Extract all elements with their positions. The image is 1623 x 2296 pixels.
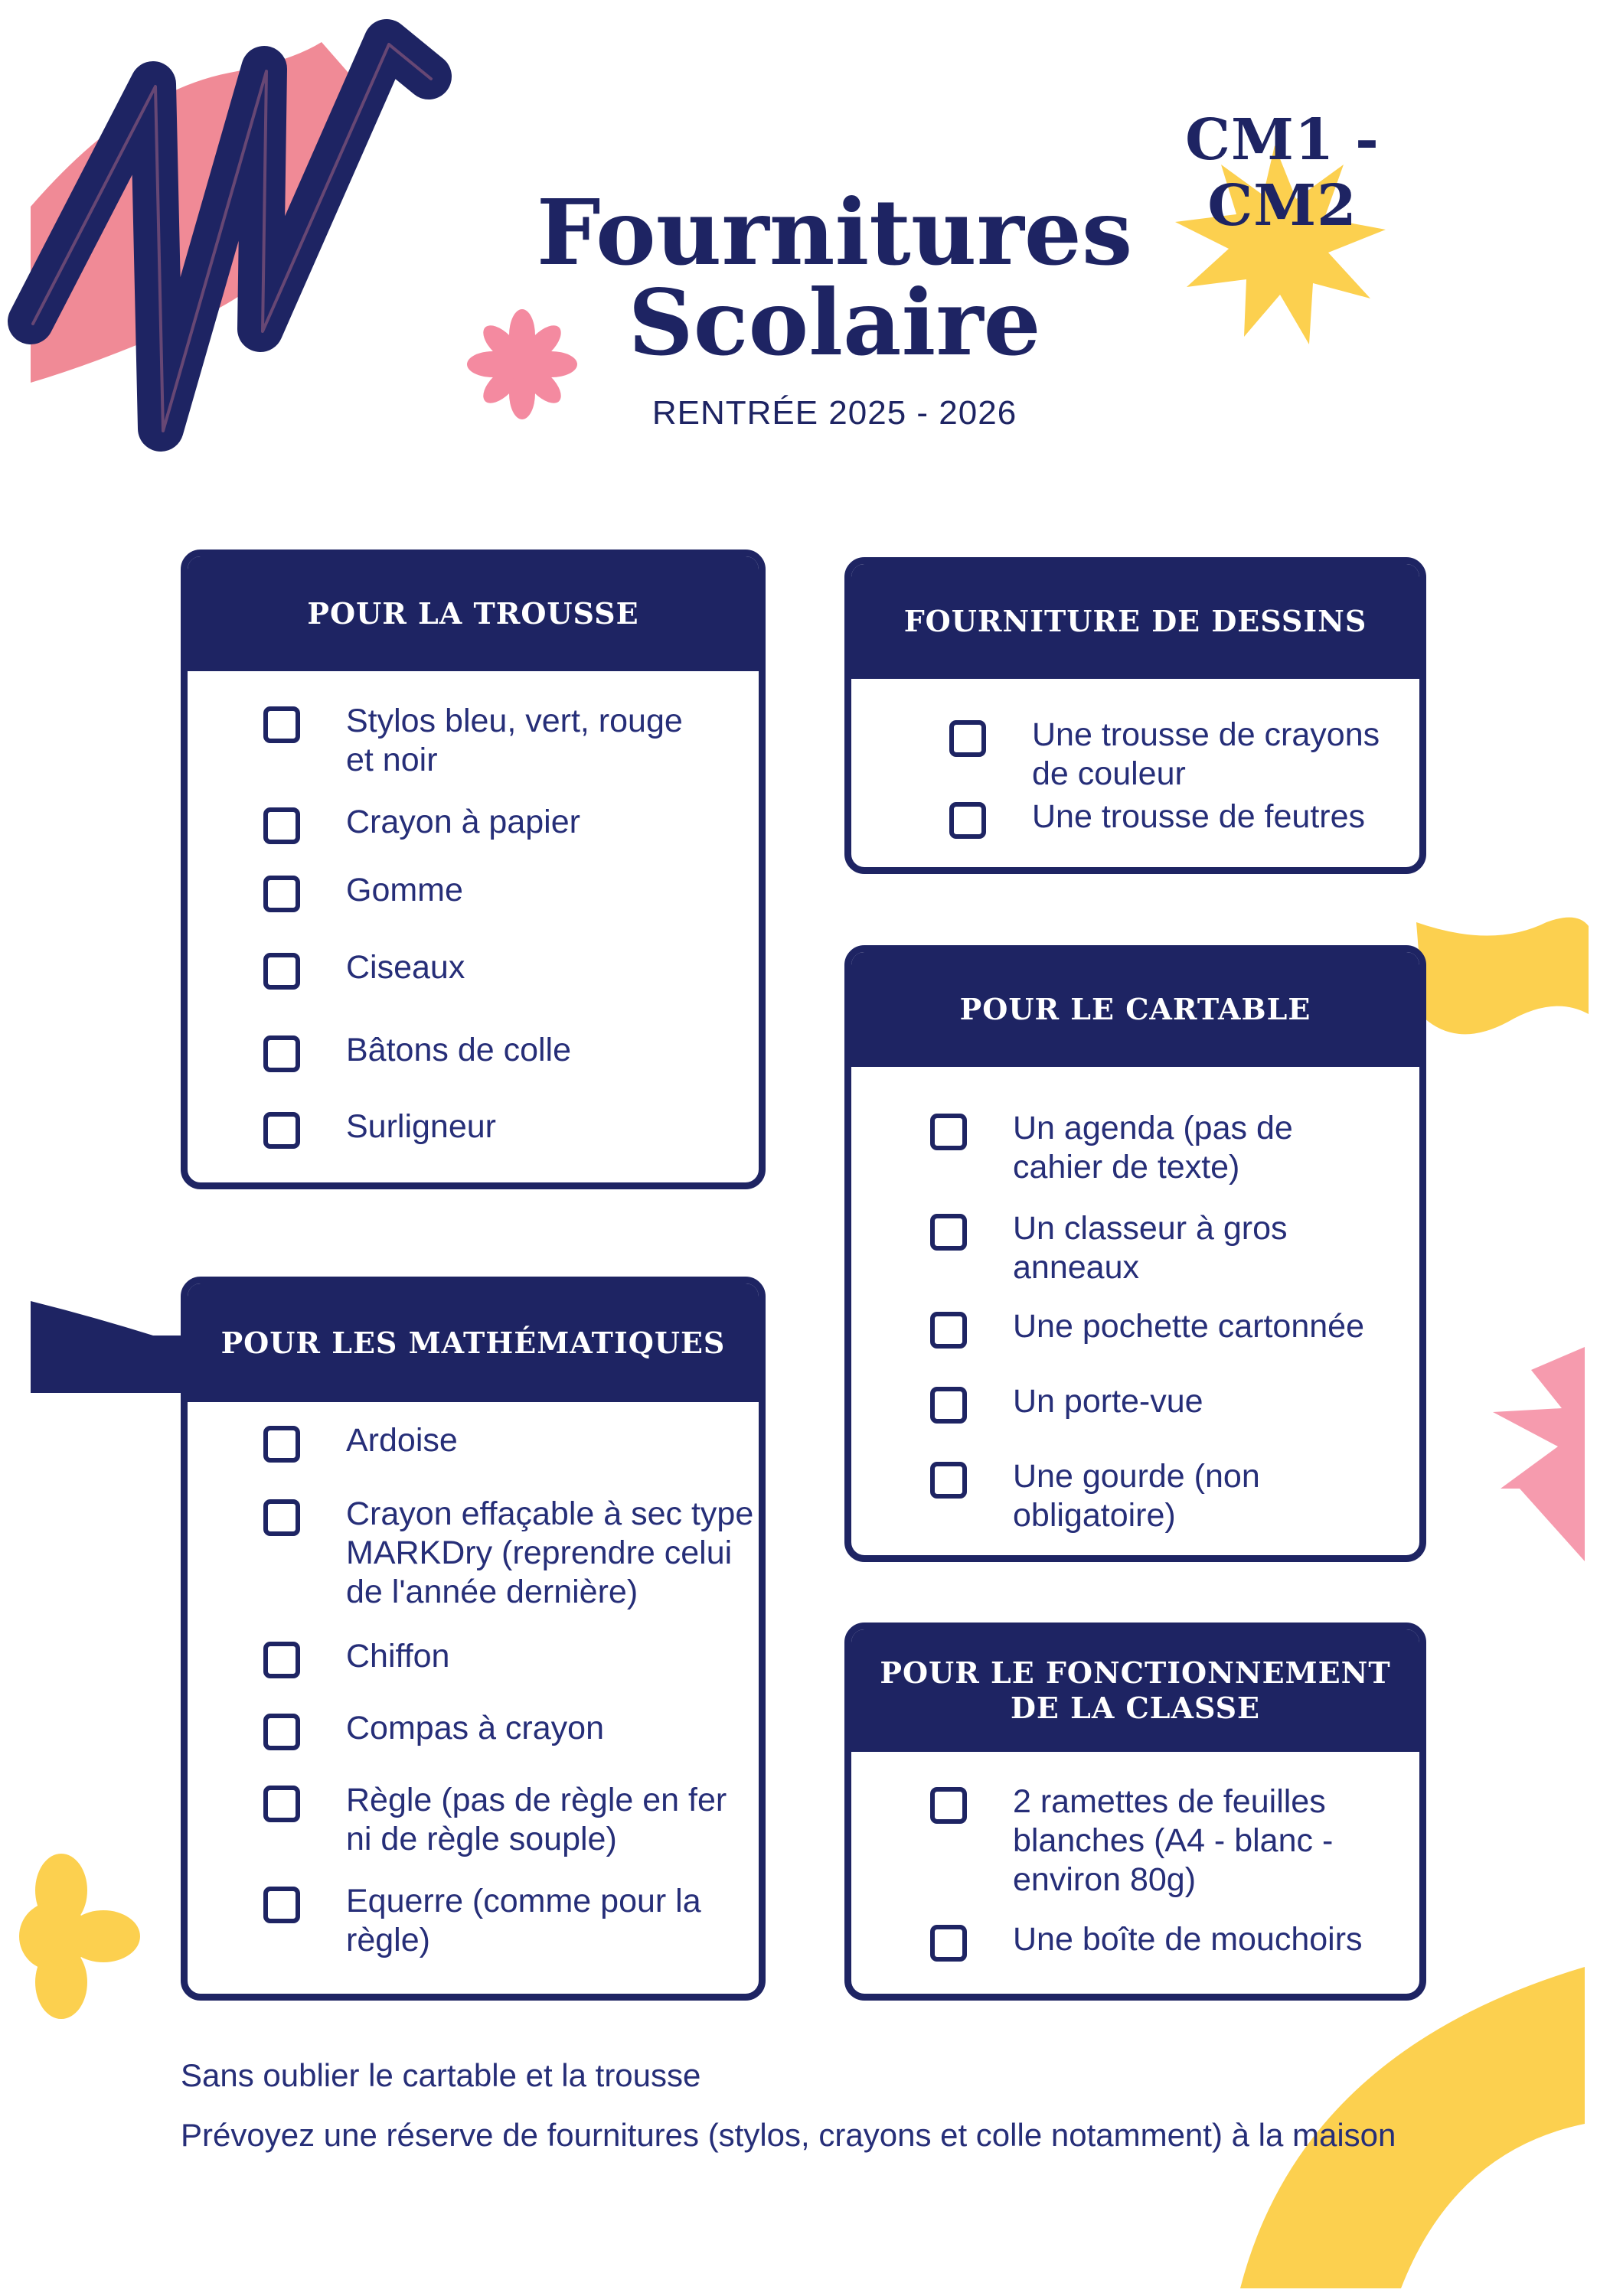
card-dessins [844, 557, 1426, 874]
checkbox[interactable] [930, 1787, 967, 1824]
item-label: Un classeur à gros anneaux [1013, 1210, 1288, 1286]
checkbox[interactable] [263, 1642, 300, 1678]
item-label: Un porte-vue [1013, 1383, 1203, 1420]
title-line-1: Fournitures [536, 179, 1133, 285]
item-label: Ciseaux [346, 949, 465, 986]
yellow-flower-shape [19, 1854, 140, 2019]
item-label: Une gourde (non obligatoire) [1013, 1458, 1260, 1534]
checkbox[interactable] [949, 802, 986, 839]
item-label: Chiffon [346, 1638, 450, 1675]
checklist-item[interactable] [930, 1457, 1334, 1535]
checkbox[interactable] [949, 720, 986, 757]
checklist-item[interactable] [930, 1920, 1363, 1962]
checkbox[interactable] [263, 706, 300, 743]
item-label: Stylos bleu, vert, rouge et noir [346, 703, 683, 778]
checkbox[interactable] [263, 1714, 300, 1750]
item-label: Bâtons de colle [346, 1032, 572, 1068]
footer-note-1: Sans oublier le cartable et la trousse [181, 2057, 701, 2093]
checklist-item[interactable] [930, 1109, 1373, 1187]
checklist-item[interactable] [949, 716, 1415, 794]
checklist-item[interactable] [263, 1781, 729, 1859]
school-year-subtitle: RENTRÉE 2025 - 2026 [651, 394, 1017, 432]
checklist-item[interactable] [263, 1107, 496, 1149]
checkbox[interactable] [930, 1925, 967, 1962]
checklist-item[interactable] [930, 1307, 1364, 1349]
checklist-item[interactable] [263, 1031, 571, 1072]
item-label: Gomme [346, 872, 463, 908]
checkbox[interactable] [263, 1499, 300, 1536]
checklist-item[interactable] [930, 1209, 1342, 1287]
checkbox[interactable] [263, 1035, 300, 1072]
item-label: Equerre (comme pour la règle) [346, 1883, 701, 1958]
card-classe [844, 1623, 1426, 2001]
item-label: Règle (pas de règle en fer ni de règle souple) [346, 1782, 727, 1857]
item-label: Une pochette cartonnée [1013, 1308, 1364, 1345]
checkbox[interactable] [263, 953, 300, 990]
card-maths [181, 1277, 766, 2001]
checklist-item[interactable] [263, 702, 714, 780]
checkbox[interactable] [263, 807, 300, 844]
yellow-wave-shape [1416, 918, 1589, 1035]
item-label: Ardoise [346, 1422, 458, 1459]
card-classe-title: POUR LE FONCTIONNEMENT DE LA CLASSE [851, 1629, 1419, 1752]
item-label: Crayon à papier [346, 804, 580, 840]
checkbox[interactable] [263, 1112, 300, 1149]
checklist-item[interactable] [263, 1495, 759, 1612]
grade-label: CM1 - CM2 [1185, 107, 1380, 239]
checkbox[interactable] [263, 876, 300, 912]
checkbox[interactable] [263, 1426, 300, 1463]
checkbox[interactable] [263, 1887, 300, 1923]
item-label: Crayon effaçable à sec type MARKDry (reprendre celui de l'année dernière) [346, 1495, 754, 1610]
item-label: Surligneur [346, 1108, 496, 1145]
checklist-item[interactable] [263, 1421, 458, 1463]
pink-spike-shape [1493, 1347, 1585, 1561]
item-label: Un agenda (pas de cahier de texte) [1013, 1110, 1293, 1186]
checklist-item[interactable] [949, 797, 1365, 839]
item-label: Une trousse de feutres [1032, 798, 1366, 835]
checklist-item[interactable] [263, 948, 465, 990]
checkbox[interactable] [930, 1214, 967, 1251]
checkbox[interactable] [930, 1114, 967, 1150]
checklist-item[interactable] [930, 1782, 1396, 1900]
card-cartable-title: POUR LE CARTABLE [851, 952, 1419, 1067]
card-cartable [844, 945, 1426, 1562]
card-trousse [181, 550, 766, 1189]
checklist-item[interactable] [263, 1709, 604, 1750]
item-label: Une trousse de crayons de couleur [1032, 716, 1380, 792]
card-maths-title: POUR LES MATHÉMATIQUES [188, 1283, 759, 1402]
title-line-2: Scolaire [628, 269, 1041, 376]
checkbox[interactable] [263, 1786, 300, 1822]
checklist-item[interactable] [263, 1882, 744, 1960]
footer-note-2: Prévoyez une réserve de fournitures (stylos, crayons et colle notamment) à la maison [181, 2117, 1396, 2153]
card-trousse-title: POUR LA TROUSSE [188, 556, 759, 671]
checklist-item[interactable] [263, 871, 463, 912]
item-label: Compas à crayon [346, 1710, 604, 1746]
checkbox[interactable] [930, 1312, 967, 1349]
card-dessins-title: FOURNITURE DE DESSINS [851, 564, 1419, 679]
checklist-item[interactable] [263, 803, 580, 844]
checkbox[interactable] [930, 1387, 967, 1424]
checklist-item[interactable] [263, 1637, 449, 1678]
checklist-item[interactable] [930, 1382, 1203, 1424]
item-label: 2 ramettes de feuilles blanches (A4 - blanc - environ 80g) [1013, 1783, 1334, 1898]
checkbox[interactable] [930, 1462, 967, 1499]
item-label: Une boîte de mouchoirs [1013, 1921, 1363, 1958]
